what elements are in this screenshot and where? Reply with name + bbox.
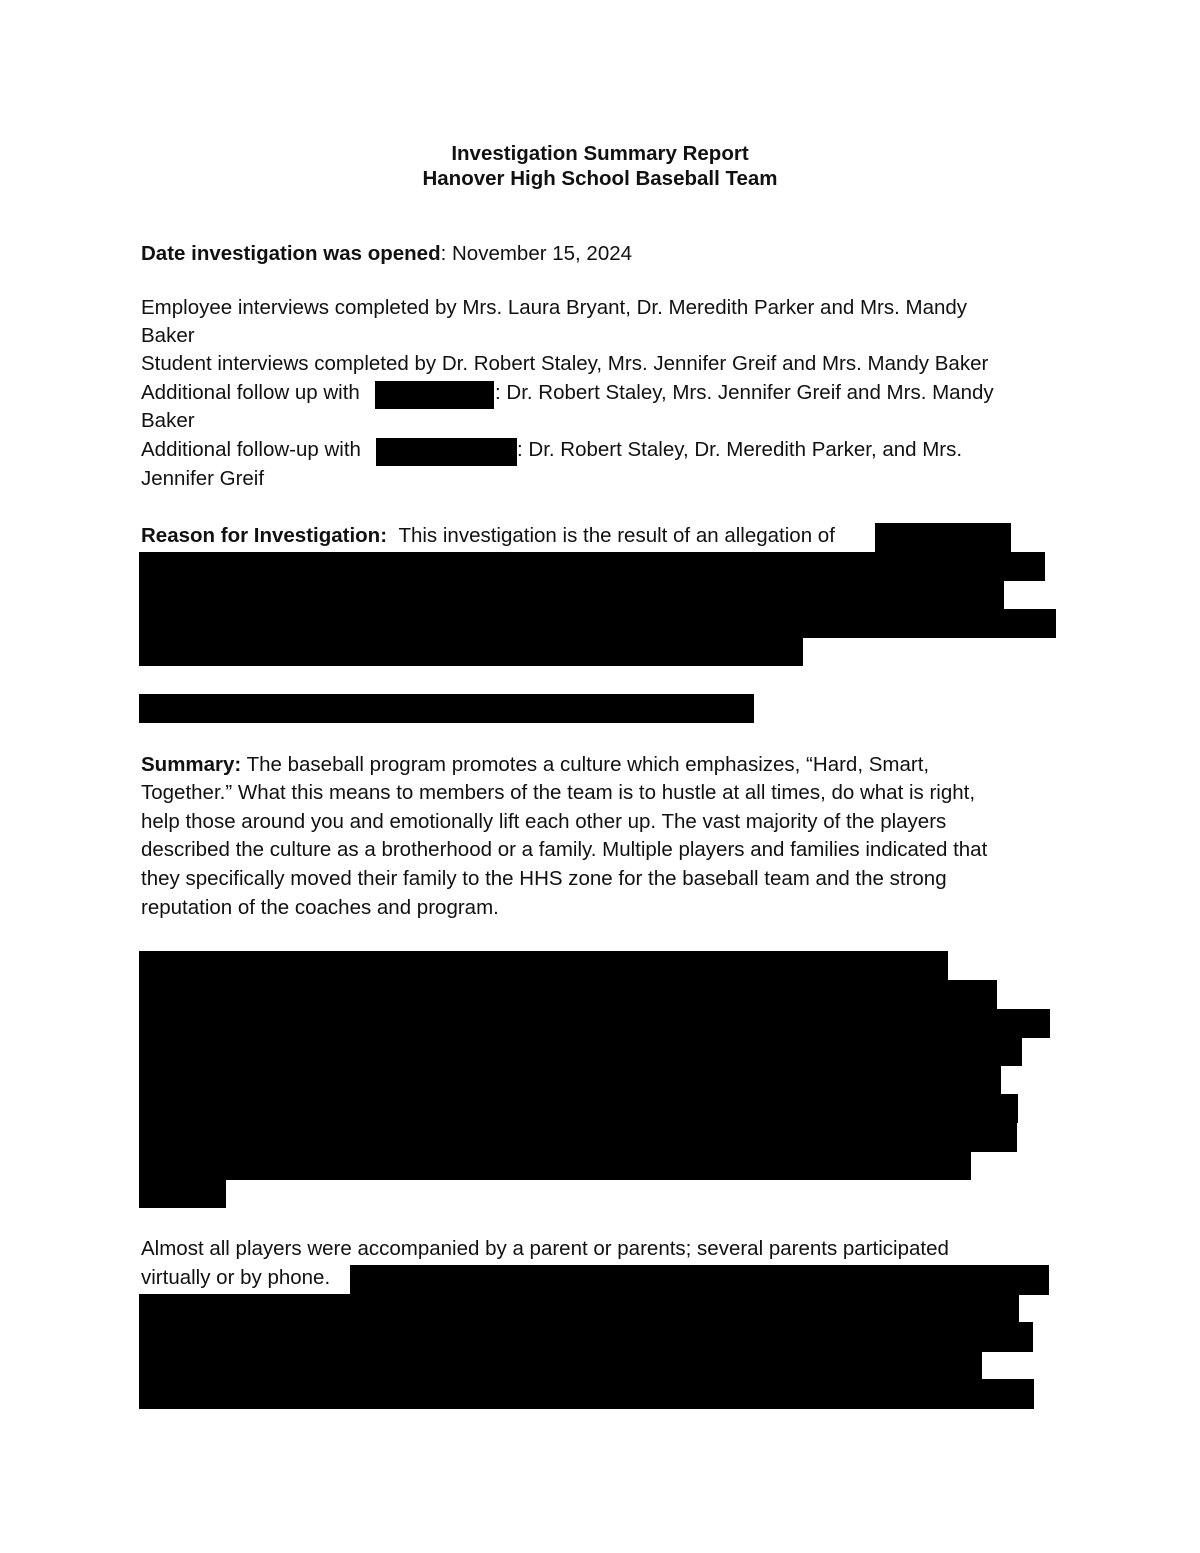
summary-line-6: reputation of the coaches and program. [141,896,499,919]
redaction-block [139,580,1004,610]
interviews-line-2: Baker [141,324,195,347]
redaction-block [139,1179,226,1208]
report-title: Investigation Summary Report [451,142,749,165]
summary-line-2: Together.” What this means to members of the team is to hustle at all times, do what is right, [141,781,976,804]
redaction-block [139,1294,1019,1323]
reason-text: This investigation is the result of an allegation of [398,524,835,547]
redaction-block [139,609,1056,638]
redaction-block [139,1065,1001,1095]
reason-label: Reason for Investigation: [141,524,388,547]
redaction-block [139,1322,1033,1352]
summary-line-4: described the culture as a brotherhood or a family. Multiple players and families indicated that [141,838,988,861]
redaction-block [139,1094,1018,1123]
redaction-block [139,1379,1034,1409]
interviews-line-6-prefix: Additional follow-up with [141,438,361,461]
redaction-block [350,1265,1049,1295]
interviews-line-1: Employee interviews completed by Mrs. Laura Bryant, Dr. Meredith Parker and Mrs. Mandy [141,296,968,319]
redaction-block [139,1122,1017,1152]
summary-label: Summary: [141,753,242,776]
parents-line-2: virtually or by phone. [141,1266,331,1289]
summary-line-1 [141,751,929,779]
redaction-block [139,1037,1022,1066]
redaction-block [375,381,494,409]
report-subtitle: Hanover High School Baseball Team [422,167,778,190]
date-label: Date investigation was opened [141,242,441,265]
redaction-block [139,951,948,981]
redaction-block [139,1351,982,1380]
interviews-line-6-suffix: : Dr. Robert Staley, Dr. Meredith Parker, and Mrs. [517,438,963,461]
redaction-block [139,1151,971,1180]
interviews-line-4-prefix: Additional follow up with [141,381,360,404]
date-opened [141,240,632,268]
summary-text-1: The baseball program promotes a culture which emphasizes, “Hard, Smart, [246,753,930,776]
redaction-block [139,552,1045,581]
redaction-block [139,980,997,1010]
interviews-line-3: Student interviews completed by Dr. Robert Staley, Mrs. Jennifer Greif and Mrs. Mandy Baker [141,352,989,375]
interviews-line-4-suffix: : Dr. Robert Staley, Mrs. Jennifer Greif and Mrs. Mandy [495,381,994,404]
redaction-block [875,523,1011,553]
redaction-block [139,637,803,666]
reason-line [141,522,835,550]
interviews-line-5: Baker [141,409,195,432]
redaction-block [139,1009,1050,1038]
parents-line-1: Almost all players were accompanied by a parent or parents; several parents participated [141,1237,949,1260]
redaction-block [139,694,754,723]
summary-line-3: help those around you and emotionally lift each other up. The vast majority of the players [141,810,947,833]
redaction-block [376,438,517,466]
summary-line-5: they specifically moved their family to the HHS zone for the baseball team and the strong [141,867,947,890]
date-value: : November 15, 2024 [440,242,633,265]
interviews-line-7: Jennifer Greif [141,467,265,490]
